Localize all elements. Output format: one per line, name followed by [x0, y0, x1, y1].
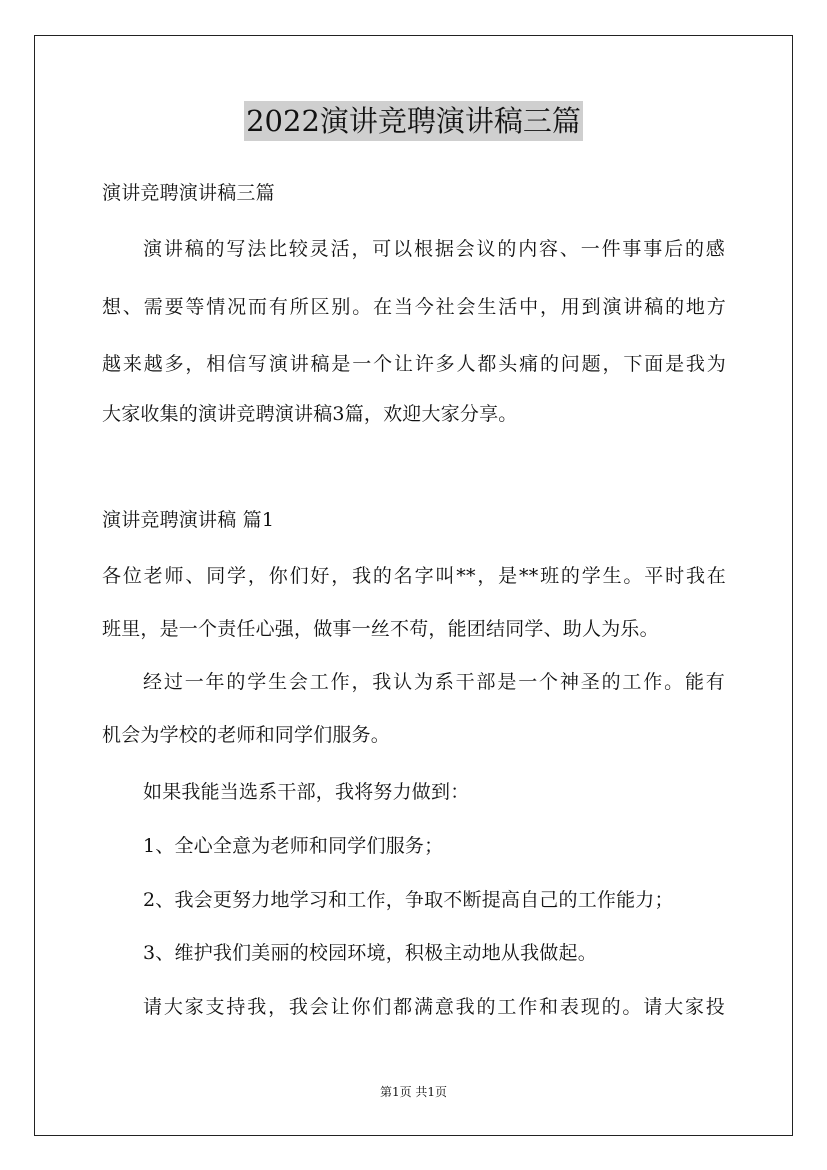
intro-line-2: 想、需要等情况而有所区别。在当今社会生活中，用到演讲稿的地方 [102, 296, 726, 318]
body-line-2: 班里，是一个责任心强，做事一丝不苟，能团结同学、助人为乐。 [102, 618, 659, 640]
intro-line-4: 大家收集的演讲竞聘演讲稿3篇，欢迎大家分享。 [102, 403, 518, 425]
subtitle: 演讲竞聘演讲稿三篇 [102, 182, 275, 204]
body-line-8: 3、维护我们美丽的校园环境，积极主动地从我做起。 [143, 942, 597, 964]
intro-line-1: 演讲稿的写法比较灵活，可以根据会议的内容、一件事事后的感 [143, 238, 725, 260]
body-line-5: 如果我能当选系干部，我将努力做到： [143, 781, 470, 803]
intro-line-3: 越来越多，相信写演讲稿是一个让许多人都头痛的问题，下面是我为 [102, 353, 726, 375]
body-line-1: 各位老师、同学，你们好，我的名字叫**，是**班的学生。平时我在 [102, 565, 726, 587]
body-line-3: 经过一年的学生会工作，我认为系干部是一个神圣的工作。能有 [143, 671, 725, 693]
document-title: 2022演讲竞聘演讲稿三篇 [244, 101, 583, 141]
body-line-7: 2、我会更努力地学习和工作，争取不断提高自己的工作能力； [143, 889, 674, 911]
body-line-6: 1、全心全意为老师和同学们服务； [143, 835, 444, 857]
body-line-9: 请大家支持我，我会让你们都满意我的工作和表现的。请大家投 [143, 996, 725, 1018]
body-line-4: 机会为学校的老师和同学们服务。 [102, 724, 391, 746]
page-footer: 第1页 共1页 [379, 1085, 448, 1099]
section-heading: 演讲竞聘演讲稿 篇1 [102, 509, 275, 531]
title-container [0, 101, 827, 141]
